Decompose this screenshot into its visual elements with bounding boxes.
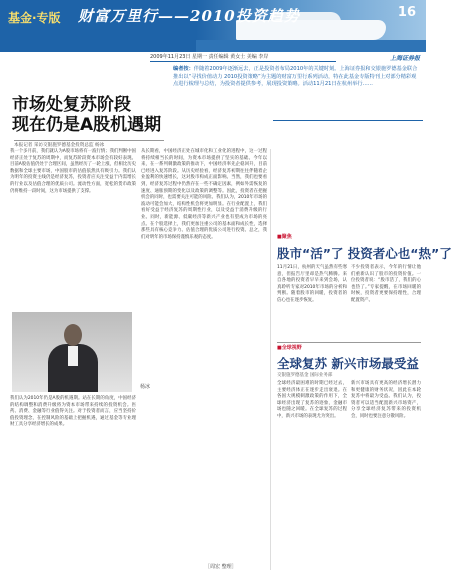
subarticle-1-col-a: 11月21日，杭州的天气虽然有些寒意，但报告厅里却是热气腾腾。来自各地的投资者早早来到会场，认真聆听专家对2010年市场的分析和判断。随着股市的回暖，投资者的信心也在逐步恢复。 [277,265,347,303]
photo-shirt [68,346,78,366]
brand-tag: 上海证券报 [389,55,420,62]
section-rule [277,342,421,343]
article-author: ［周宏 整理］ [205,564,237,570]
photo-caption: 杨冰 [140,384,151,390]
section-tag-global: ■全球视野 [277,345,302,351]
subarticle-2-col-a: 全球经济最困难的时期已经过去，主要经济体正在逐步走出衰退。在各国大规模刺激政策的作用下，全球经济出现了复苏的迹象，金融市场也随之回暖。在全球复苏的过程中，新兴市场的表现尤为突出。 [277,381,347,419]
article-column-1: 我一个多月前，我们就认为A股市场将有一波行情；我们判断中国经济正处于复苏的周期中，而复苏阶段资本市场会有较好表现。目前A股估值仍处于合理区间，虽然经历了一轮上涨，但相比历史数据和全球主要市场，中国股市的估值依然具有吸引力。我们认为明年的投资主线仍是经济复苏，投资者应关注受益于内需增长的行业以及估值合理的优质公司。流动性方面，宽松的货币政策仍将维持一段时间，这为市场提供了支撑。 [10,149,136,194]
subarticle-2-col-b: 新兴市场具有更高的经济增长潜力和更健康的财务状况，因此在本轮复苏中将最为受益。我们认为，投资者可以适当配置新兴市场资产，分享全球经济复苏带来的投资机会，同时也要注意分散风险。 [351,381,421,419]
subarticle-1-col-b: 不少投资者表示，今年的行情让他们重新认识了股市的投资价值。一位投资者说：“股市活了，我们的心也热了。”专家提醒，在市场回暖的时候，投资者更要保持理性，合理配置资产。 [351,265,421,303]
column-name: 基金·专版 [8,11,61,25]
portrait-photo [12,312,132,392]
photo-head [64,324,82,346]
page-number: 16 [397,5,416,20]
subhead-2: 全球复苏 新兴市场最受益 [277,356,419,371]
banner-title: 财富万里行——2010投资趋势 [78,7,300,25]
section-tag-focus: ■聚焦 [277,234,292,240]
water [196,40,426,52]
main-headline [12,95,162,135]
column-divider [270,149,271,570]
headline-line-1: 市场处复苏阶段 [12,95,131,115]
lead-paragraph [173,66,419,110]
subhead-1: 股市“活”了 投资者心也“热”了 [277,246,452,261]
page-header [0,0,426,52]
article-column-1b: 我们认为2010年仍是A股的机遇期。站在长期的角度，中国经济的结构调整和消费升级将为资本市场带来持续的投资机会。医药、消费、金融等行业值得关注。对于投资者而言，应当坚持价值投资理念，在控制风险的基础上把握机遇，通过基金等专业理财工具分享经济增长的成果。 [10,396,136,428]
lead-text: 伴随着2009年逐渐远去，正是投资者布局2010年的关键时刻。上海证券报和交银施罗德基金联合推出以“寻找价值动力 2010投资策略”为主题的财富万里行系列活动，特在此基金专版特刊上对部分精彩观点进行梳理与总结，为投资者提供参考，展现投资策略。活动11月21日在杭州举行…… [173,66,418,88]
article-column-2: 从长期看，中国经济正处在城市化和工业化的进程中，这一过程将持续相当长的时间，为资本市场提供了坚实的基础。今年以来，在一系列刺激政策的推动下，中国经济率先企稳回升，目前已经进入复苏阶段。从历史经验看，经济复苏初期往往伴随着企业盈利的快速增长，这对股市构成正面影响。当然，我们也要看到，经济复苏过程中仍然存在一些不确定因素，例如外需恢复的速度、通胀预期的变化以及政策的调整等。因此，投资者在把握机会的同时，也需要关注可能的风险。我们认为，2010年市场的波动可能会加大，结构性机会将更加明显。在行业配置上，我们看好受益于经济复苏的周期性行业，以及受益于消费升级的行业。同时，新能源、低碳经济等新兴产业也有望成为市场的亮点。在个股选择上，我们更加注重公司的基本面和成长性，选择那些具有核心竞争力、估值合理的优质公司进行投资。总之，我们对明年的市场保持谨慎乐观的态度。 [141,149,267,240]
dateline: 2009年11月23日 星期一 责任编辑 黄女士 美编 李岸 [150,53,336,62]
lead-tag: 编者按： [173,66,194,72]
byline: 本报记者 采访交银施罗德基金投资总监 杨冰 [14,140,164,148]
subarticle-2-byline: 交银施罗德基金 国际业务部 [277,373,333,378]
lead-divider [273,120,423,121]
headline-line-2: 现在仍是A股机遇期 [12,115,162,135]
